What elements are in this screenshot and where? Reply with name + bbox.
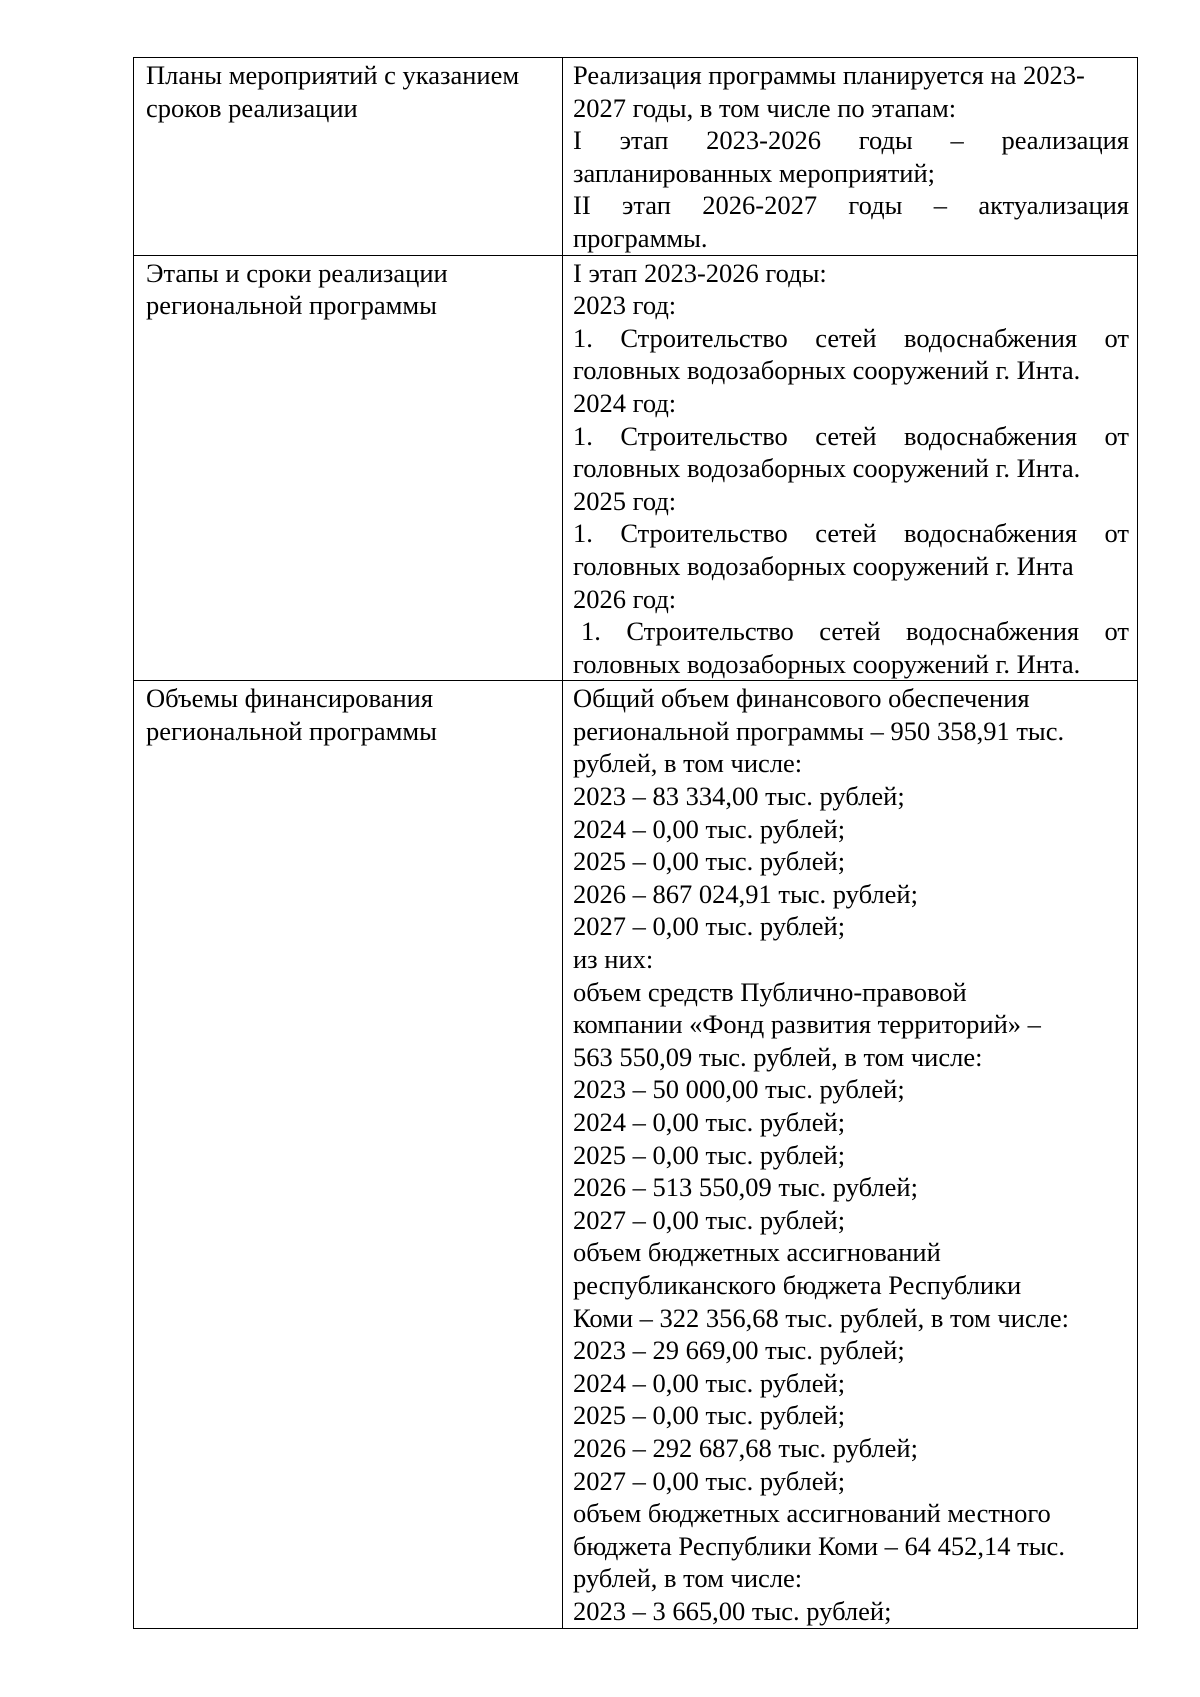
row-value-line: 2027 годы, в том числе по этапам: [573,92,957,123]
row-value-line: 1. Строительство сетей водоснабжения от [573,322,1129,353]
row-value-cell [563,58,1138,256]
row-value-line: рублей, в том числе: [573,748,803,779]
row-value-line: 2025 – 0,00 тыс. рублей; [573,1139,846,1170]
row-value-line: 2023 – 50 000,00 тыс. рублей; [573,1074,905,1105]
row-value-line: 2024 – 0,00 тыс. рублей; [573,813,846,844]
row-value-line: 2023 год: [573,290,677,321]
row-value-line: головных водозаборных сооружений г. Инта. [573,648,1081,679]
row-value-line: республиканского бюджета Республики [573,1269,1022,1300]
row-label-line: региональной программы [146,715,437,746]
row-value-line: I этап 2023-2026 годы: [573,257,827,288]
row-value-line: 2025 – 0,00 тыс. рублей; [573,846,846,877]
row-value-line: объем средств Публично-правовой [573,976,967,1007]
row-value-line: 1. Строительство сетей водоснабжения от [573,420,1129,451]
row-value-line: Общий объем финансового обеспечения [573,683,1030,714]
row-value-line: 2026 – 513 550,09 тыс. рублей; [573,1172,918,1203]
row-value-line: 563 550,09 тыс. рублей, в том числе: [573,1041,983,1072]
row-value-cell [563,681,1138,1628]
row-value-line: II этап 2026-2027 годы – актуализация [573,190,1129,221]
row-value-line: 2027 – 0,00 тыс. рублей; [573,1204,846,1235]
row-label-line: Объемы финансирования [146,683,434,714]
row-value-line: головных водозаборных сооружений г. Инта. [573,355,1081,386]
row-value-line: 2025 год: [573,485,677,516]
row-value-line: компании «Фонд развития территорий» – [573,1009,1041,1040]
row-value-line: 2025 – 0,00 тыс. рублей; [573,1400,846,1431]
row-value-line: рублей, в том числе: [573,1563,803,1594]
row-value-line: головных водозаборных сооружений г. Инта [573,550,1074,581]
row-value-line: 2023 – 83 334,00 тыс. рублей; [573,781,905,812]
row-value-line: объем бюджетных ассигнований местного [573,1498,1051,1529]
table-row-funding [134,681,1138,1628]
row-label-line: сроков реализации [146,92,358,123]
row-label-cell [134,255,563,681]
row-value-line: объем бюджетных ассигнований [573,1237,941,1268]
row-value-line: региональной программы – 950 358,91 тыс. [573,715,1065,746]
row-value-line: 2024 год: [573,387,677,418]
row-value-line: бюджета Республики Коми – 64 452,14 тыс. [573,1530,1065,1561]
row-value-line: 1. Строительство сетей водоснабжения от [581,616,1129,647]
row-value-line: программы. [573,222,708,253]
row-value-line: Коми – 322 356,68 тыс. рублей, в том числе: [573,1302,1069,1333]
row-value-line: I этап 2023-2026 годы – реализация [573,125,1129,156]
row-label-line: Планы мероприятий с указанием [146,60,520,90]
row-value-line: 2026 год: [573,583,677,614]
table-row-stages [134,255,1138,681]
row-label-cell [134,681,563,1628]
row-label-line: региональной программы [146,290,437,321]
row-value-line: 2023 – 3 665,00 тыс. рублей; [573,1595,892,1626]
row-value-line: 2024 – 0,00 тыс. рублей; [573,1367,846,1398]
row-value-line: 1. Строительство сетей водоснабжения от [573,518,1129,549]
row-value-line: головных водозаборных сооружений г. Инта. [573,453,1081,484]
row-value-line: 2023 – 29 669,00 тыс. рублей; [573,1335,905,1366]
row-value-line: из них: [573,944,654,975]
row-value-line: 2027 – 0,00 тыс. рублей; [573,911,846,942]
table-row-plans [134,58,1138,256]
row-value-line: 2026 – 292 687,68 тыс. рублей; [573,1432,918,1463]
row-value-cell [563,255,1138,681]
row-value-line: 2024 – 0,00 тыс. рублей; [573,1107,846,1137]
row-label-line: Этапы и сроки реализации [146,257,448,288]
row-label-cell [134,58,563,256]
row-value-line: Реализация программы планируется на 2023- [573,60,1085,90]
program-passport-table [133,57,1138,1629]
row-value-line: 2027 – 0,00 тыс. рублей; [573,1465,846,1496]
row-value-line: запланированных мероприятий; [573,157,936,188]
row-value-line: 2026 – 867 024,91 тыс. рублей; [573,878,918,909]
